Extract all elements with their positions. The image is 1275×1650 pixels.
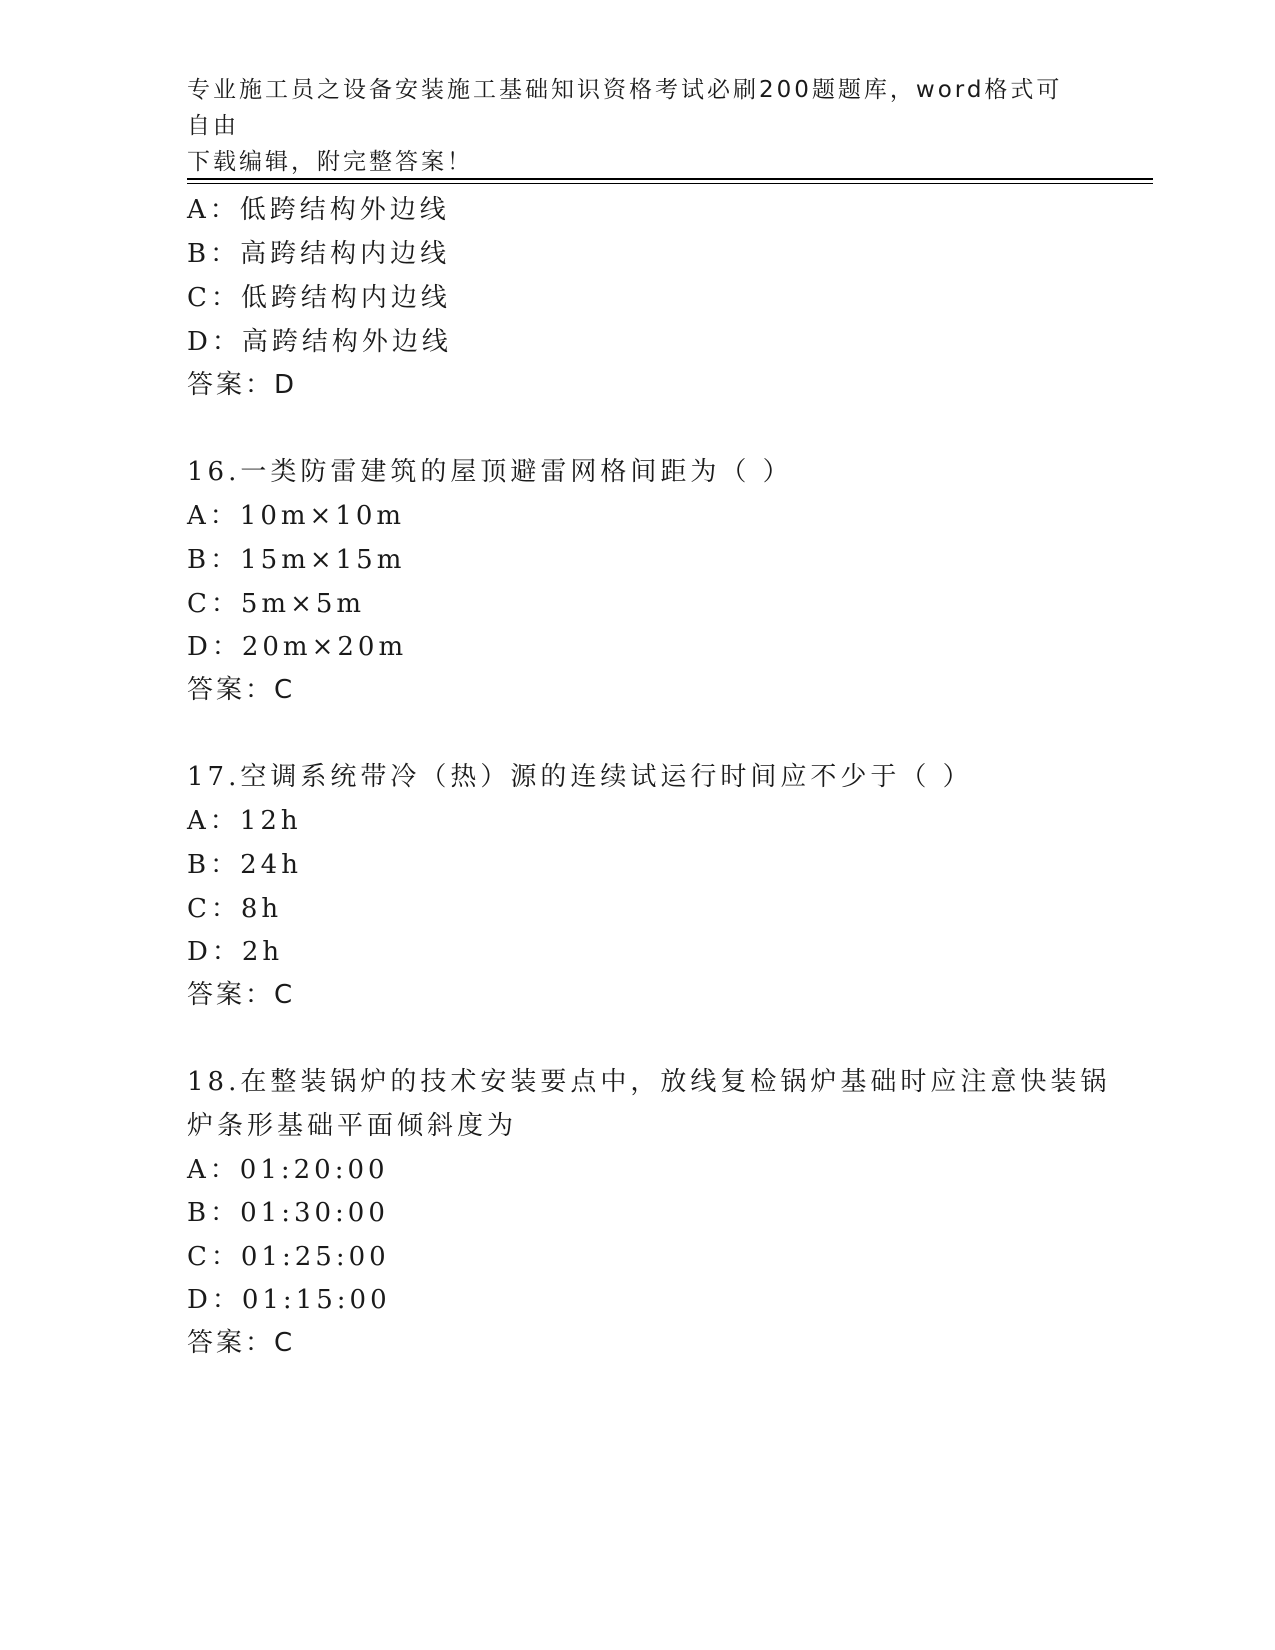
answer: 答案：C [187,675,296,705]
option-b: B：01:30:00 [187,1198,389,1228]
option-b: B：15m×15m [187,545,406,575]
question-16: 16.一类防雷建筑的屋顶避雷网格间距为（ ） [187,457,793,487]
answer: 答案：C [187,1328,296,1358]
option-c: C：5m×5m [187,589,366,619]
document-header [187,72,1067,180]
option-c: C：低跨结构内边线 [187,283,451,313]
question-18-line-1: 18.在整装锅炉的技术安装要点中，放线复检锅炉基础时应注意快装锅 [187,1067,1111,1097]
option-a: A：10m×10m [187,501,406,531]
option-a: A：低跨结构外边线 [187,195,450,225]
answer: 答案：D [187,370,298,400]
header-line-2: 下载编辑，附完整答案！ [187,149,473,175]
option-a: A：12h [187,806,302,836]
question-18-line-2: 炉条形基础平面倾斜度为 [187,1111,518,1141]
question-17: 17.空调系统带冷（热）源的连续试运行时间应不少于（ ） [187,762,973,792]
option-d: D：2h [187,937,284,967]
header-divider-thick [187,178,1153,180]
option-c: C：01:25:00 [187,1242,390,1272]
option-d: D：高跨结构外边线 [187,327,452,357]
option-d: D：20m×20m [187,632,408,662]
option-b: B：高跨结构内边线 [187,239,451,269]
option-d: D：01:15:00 [187,1285,391,1315]
option-a: A：01:20:00 [187,1155,389,1185]
option-c: C：8h [187,894,283,924]
answer: 答案：C [187,980,296,1010]
option-b: B：24h [187,850,302,880]
header-divider-thin [187,183,1153,184]
header-line-1: 专业施工员之设备安装施工基础知识资格考试必刷200题题库，word格式可自由 [187,77,1063,139]
